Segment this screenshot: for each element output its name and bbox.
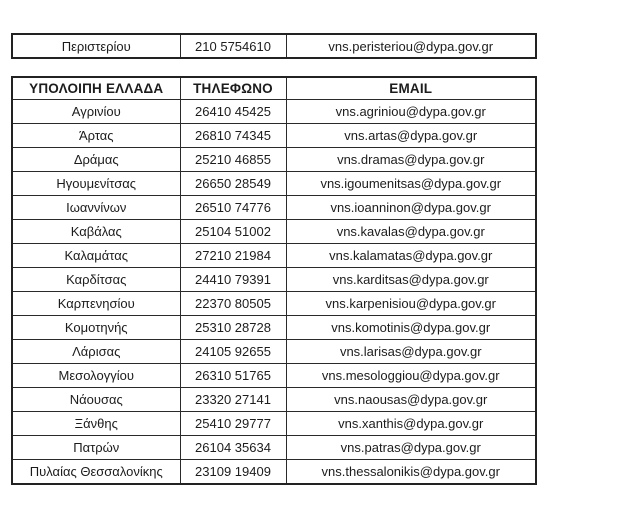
table-row: [12, 124, 536, 148]
cell-phone: 24105 92655: [180, 340, 286, 364]
cell-email: vns.peristeriou@dypa.gov.gr: [286, 34, 536, 58]
cell-email: vns.komotinis@dypa.gov.gr: [286, 316, 536, 340]
table-row: [12, 196, 536, 220]
table-row: [12, 100, 536, 124]
cell-phone: 25210 46855: [180, 148, 286, 172]
cell-phone: 25310 28728: [180, 316, 286, 340]
table-row: [12, 220, 536, 244]
cell-email: vns.patras@dypa.gov.gr: [286, 436, 536, 460]
table-row: [12, 268, 536, 292]
cell-phone: 23320 27141: [180, 388, 286, 412]
table-row: [12, 388, 536, 412]
cell-email: vns.dramas@dypa.gov.gr: [286, 148, 536, 172]
table-row: [12, 436, 536, 460]
cell-phone: 26410 45425: [180, 100, 286, 124]
cell-city: Καρπενησίου: [12, 292, 180, 316]
table-row: [12, 316, 536, 340]
table-row: [12, 292, 536, 316]
table-row: [12, 244, 536, 268]
table-header-row: [12, 77, 536, 100]
cell-city: Καλαμάτας: [12, 244, 180, 268]
cell-email: vns.kalamatas@dypa.gov.gr: [286, 244, 536, 268]
cell-city: Ιωαννίνων: [12, 196, 180, 220]
cell-phone: 26650 28549: [180, 172, 286, 196]
header-email: EMAIL: [286, 77, 536, 100]
cell-city: Δράμας: [12, 148, 180, 172]
cell-city: Κομοτηνής: [12, 316, 180, 340]
table-row: [12, 34, 536, 58]
cell-phone: 26310 51765: [180, 364, 286, 388]
cell-city: Αγρινίου: [12, 100, 180, 124]
cell-city: Πυλαίας Θεσσαλονίκης: [12, 460, 180, 485]
cell-email: vns.igoumenitsas@dypa.gov.gr: [286, 172, 536, 196]
header-phone: ΤΗΛΕΦΩΝΟ: [180, 77, 286, 100]
cell-city: Περιστερίου: [12, 34, 180, 58]
peristeriou-contact-table: [11, 33, 537, 59]
cell-phone: 26510 74776: [180, 196, 286, 220]
contact-tables: [11, 33, 537, 485]
cell-phone: 25410 29777: [180, 412, 286, 436]
cell-email: vns.karditsas@dypa.gov.gr: [286, 268, 536, 292]
cell-email: vns.ioanninon@dypa.gov.gr: [286, 196, 536, 220]
cell-phone: 22370 80505: [180, 292, 286, 316]
cell-phone: 23109 19409: [180, 460, 286, 485]
table-row: [12, 460, 536, 485]
table-row: [12, 364, 536, 388]
cell-email: vns.thessalonikis@dypa.gov.gr: [286, 460, 536, 485]
cell-email: vns.xanthis@dypa.gov.gr: [286, 412, 536, 436]
remaining-greece-contact-table: [11, 76, 537, 485]
cell-email: vns.naousas@dypa.gov.gr: [286, 388, 536, 412]
cell-city: Λάρισας: [12, 340, 180, 364]
cell-email: vns.mesologgiou@dypa.gov.gr: [286, 364, 536, 388]
cell-email: vns.karpenisiou@dypa.gov.gr: [286, 292, 536, 316]
cell-city: Καρδίτσας: [12, 268, 180, 292]
cell-email: vns.artas@dypa.gov.gr: [286, 124, 536, 148]
cell-email: vns.kavalas@dypa.gov.gr: [286, 220, 536, 244]
cell-email: vns.agriniou@dypa.gov.gr: [286, 100, 536, 124]
cell-city: Μεσολογγίου: [12, 364, 180, 388]
table-row: [12, 148, 536, 172]
cell-phone: 27210 21984: [180, 244, 286, 268]
cell-phone: 210 5754610: [180, 34, 286, 58]
table-row: [12, 340, 536, 364]
cell-city: Καβάλας: [12, 220, 180, 244]
cell-email: vns.larisas@dypa.gov.gr: [286, 340, 536, 364]
header-city: ΥΠΟΛΟΙΠΗ ΕΛΛΑΔΑ: [12, 77, 180, 100]
table-row: [12, 412, 536, 436]
remaining-greece-table-body: [12, 100, 536, 485]
cell-phone: 25104 51002: [180, 220, 286, 244]
cell-phone: 26104 35634: [180, 436, 286, 460]
cell-city: Πατρών: [12, 436, 180, 460]
cell-phone: 24410 79391: [180, 268, 286, 292]
cell-city: Ξάνθης: [12, 412, 180, 436]
cell-city: Άρτας: [12, 124, 180, 148]
cell-phone: 26810 74345: [180, 124, 286, 148]
table-row: [12, 172, 536, 196]
cell-city: Ηγουμενίτσας: [12, 172, 180, 196]
cell-city: Νάουσας: [12, 388, 180, 412]
